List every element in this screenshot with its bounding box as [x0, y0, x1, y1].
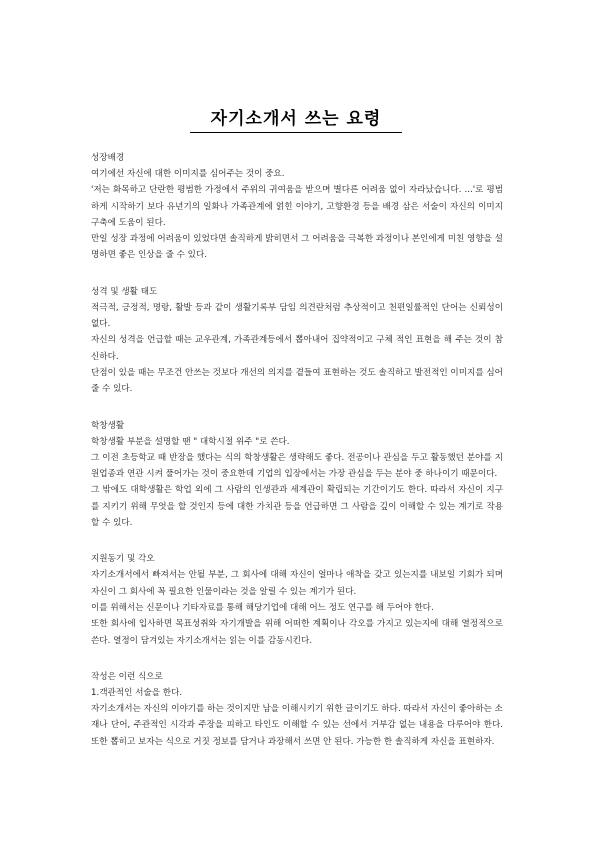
document-body — [91, 150, 503, 770]
section-school-life — [91, 418, 503, 532]
section-heading: 지원동기 및 각오 — [91, 554, 155, 565]
section-heading: 작성은 이런 식으로 — [91, 671, 163, 682]
section-heading: 성장배경 — [91, 153, 125, 163]
document-title: 자기소개서 쓰는 요령 — [190, 104, 402, 133]
paragraph: 만일 성장 과정에 어려움이 있었다면 솔직하게 밝히면서 그 어려움을 극복한 과정이나 본인에게 미친 영향을 설명하면 좋은 인상을 줄 수 있다. — [91, 234, 503, 261]
paragraph: 적극적, 긍정적, 명랑, 활발 등과 같이 생활기록부 담임 의견란처럼 추상적이고 천편일률적인 단어는 신뢰성이 없다. — [91, 302, 503, 330]
section-personality — [91, 284, 503, 398]
section-heading: 학창생활 — [91, 420, 125, 431]
paragraph: 자신의 성격을 언급할 때는 교우관계, 가족관계등에서 뽑아내어 집약적이고 구체 적인 표현을 해 주는 것이 참신하다. — [91, 335, 503, 362]
section-motivation — [91, 551, 503, 648]
paragraph: 또한 회사에 입사하면 목표성취와 자기개발을 위해 어떠한 계획이나 각오를 가지고 있는지에 대해 열정적으로 쓴다. 열정이 담겨있는 자기소개서는 읽는 이를 감동시킨다. — [91, 619, 503, 646]
paragraph: 이를 위해서는 신문이나 기타자료를 통해 해당기업에 대해 어느 정도 연구를 해 두어야 한다. — [91, 602, 434, 613]
paragraph: '저는 화목하고 단란한 평범한 가정에서 주위의 귀여움을 받으며 별다른 어려움 없이 자라났습니다. ...'로 평범하게 시작하기 보다 유년기의 일화나 가족관계에 얽힌 이야기, 고향환경 등을 배경 삼은 서술이 자신의 이미지 구축에 도움이 된다. — [91, 185, 503, 228]
paragraph: 그 밖에도 대학생활은 학업 외에 그 사람의 인생관과 세계관이 확립되는 기간이기도 한다. 따라서 자신이 지구를 지키기 위해 무엇을 할 것인지 등에 대한 가치관 등을 언급하면 그 사람을 깊이 이해할 수 있는 계기로 작용할 수 있다. — [91, 485, 503, 529]
paragraph: 단점이 있을 때는 무조건 안쓰는 것보다 개선의 의지를 곁들여 표현하는 것도 솔직하고 발전적인 이미지를 심어줄 수 있다. — [91, 367, 503, 395]
section-growth-background — [91, 150, 503, 264]
paragraph: 그 이전 초등학교 때 반장을 했다는 식의 학창생활은 생략해도 좋다. 전공이나 관심을 두고 활동했던 분야를 지원업종과 연관 시켜 풀어가는 것이 중요한데 기업의 입장에서는 가장 관심을 두는 분야 중 하나이기 때문이다. — [91, 452, 503, 480]
paragraph: 여기에선 자신에 대한 이미지를 심어주는 것이 중요. — [91, 169, 285, 179]
paragraph: 학창생활 부분을 설명할 땐 " 대학시절 위주 "로 쓴다. — [91, 436, 290, 447]
paragraph: 1.객관적인 서술을 한다. — [91, 687, 183, 698]
paragraph: 자기소개서에서 빠져서는 안될 부분, 그 회사에 대해 자신이 얼마나 애착을 갖고 있는지를 내보일 기회가 되며 자신이 그 회사에 꼭 필요한 인물이라는 것을 알릴 수 있는 계기가 된다. — [91, 570, 503, 597]
section-writing-tips — [91, 669, 503, 750]
section-heading: 성격 및 생활 태도 — [91, 286, 158, 297]
paragraph: 자기소개서는 자신의 이야기를 하는 것이지만 남을 이해시키기 위한 글이기도 하다. 따라서 자신이 좋아하는 소재나 단어, 주관적인 시각과 주장을 피하고 타인도 이해할 수 있는 선에서 거부감 없는 내용을 다루어야 한다. 또한 뽑히고 보자는 식으로 거짓 정보를 담거나 과장해서 쓰면 안 된다. 가능한 한 솔직하게 자신을 표현하자. — [91, 704, 503, 747]
